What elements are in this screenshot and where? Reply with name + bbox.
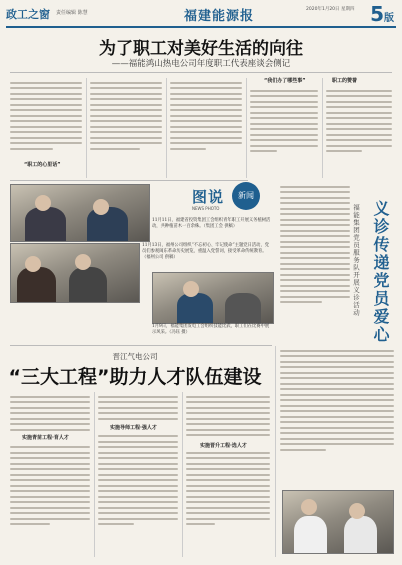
article3-section-head-1: 实施青苗工程·育人才: [22, 435, 69, 441]
article1-section-head-1: “职工的心里话”: [24, 162, 61, 168]
article1-subhead: ——福能鸿山热电公司年度职工代表座谈会侧记: [111, 59, 291, 69]
divider: [275, 346, 276, 557]
article3-column-1: [10, 392, 90, 557]
article1-column-5: [326, 86, 392, 178]
article2-headline: 义诊传递党员爱心: [371, 200, 390, 344]
divider: [94, 392, 95, 557]
divider: [10, 72, 392, 73]
issue-date: 2020年1月20日 星期四: [306, 7, 355, 12]
article3-section-head-2: 实施导师工程·强人才: [110, 425, 157, 431]
article1-section-head-3: 职工的赞誉: [332, 78, 358, 84]
photo-caption-2: 11月13日，福州公司组织“不忘初心、牢记使命”主题党日活动，党员们参观闽东革命历史展览，重温入党誓词，接受革命传统教育。（福州公司 供稿）: [142, 243, 270, 260]
photo-news-banner: [190, 180, 264, 218]
divider: [166, 78, 167, 178]
article1-column-2: [90, 78, 162, 178]
article2-subhead: 福能集团党员服务队开展义诊活动: [352, 204, 360, 317]
masthead: [6, 4, 396, 28]
article2-column-1: [280, 182, 350, 342]
divider: [246, 78, 247, 178]
article1-headline: 为了职工对美好生活的向往: [99, 39, 303, 59]
divider: [322, 78, 323, 178]
article1-section-head-2: “我们办了哪些事”: [264, 78, 306, 84]
article3-column-3: [186, 392, 270, 557]
banner-english: NEWS PHOTO: [192, 206, 220, 211]
photo-caption-3: 1月9日，福能集团发电工会组织技能比武，职工们在比赛中展示风采。（冯钰 摄）: [152, 324, 270, 335]
article2-column-2: [280, 346, 394, 486]
article3-section-head-3: 实施晋升工程·选人才: [200, 443, 247, 449]
article3-headline: “三大工程”助力人才队伍建设: [8, 366, 262, 388]
article3-kicker: 晋江气电公司: [112, 352, 158, 361]
article1-column-4: [250, 86, 318, 178]
photo-free-clinic: [282, 490, 394, 554]
editor-credit: 责任编辑 陈慧: [56, 10, 88, 16]
divider: [10, 345, 272, 346]
article3-column-2: [98, 392, 178, 557]
page-number: 5版: [370, 2, 394, 26]
photo-party-day: [10, 243, 140, 303]
paper-name: 福建能源报: [184, 9, 255, 24]
photo-tree-planting: [10, 184, 150, 242]
banner-title: 图说: [192, 188, 225, 206]
photo-skills-contest: [152, 272, 274, 324]
banner-circle: 新闻: [232, 182, 260, 210]
article1-column-3: [170, 78, 242, 178]
divider: [86, 78, 87, 178]
section-title: 政工之窗: [6, 8, 50, 21]
divider: [182, 392, 183, 557]
photo-caption-1: 11月11日，福建省投资集团工会组织青年职工开展义务植树活动，共种植苗木一百余株。（集团工会 供稿）: [152, 218, 271, 229]
